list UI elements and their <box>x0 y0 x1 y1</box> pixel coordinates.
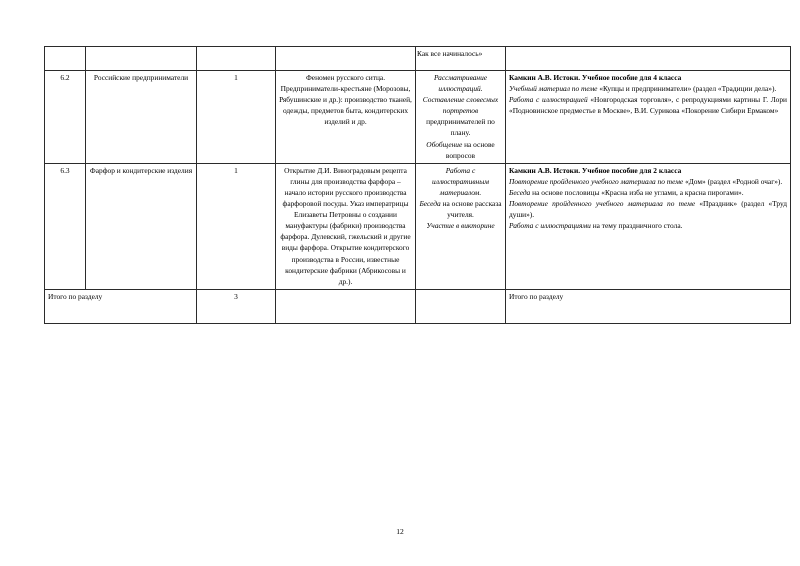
resource-italic: Беседа <box>509 187 531 197</box>
row-content-62: Феномен русского ситца. Предприниматели-крестьяне (Морозовы, Рябушинские и др.): производство тканей, одежды, предметов быта, кондитерских изделий и др. <box>279 73 412 127</box>
activity-italic: Рассматривание иллюстраций. <box>433 73 488 94</box>
resource-plain: «Новгородская торговля», с репродукциями картины Г. Лори «Подновинское предместье в Москве», В.И. Сурикова «Покорение Сибири Ермаком» <box>509 95 787 116</box>
table-row-continuation <box>45 47 791 71</box>
resource-plain: «Купцы и предприниматели» (раздел «Традиции дела»). <box>597 84 777 94</box>
cell-topic-62 <box>86 71 197 164</box>
activity-plain: на основе вопросов <box>445 139 495 160</box>
activity-italic: Беседа <box>419 199 441 209</box>
resource-italic: Работа с иллюстрацией <box>509 95 588 105</box>
resource-plain: на основе пословицы «Красна изба не углами, а красна пирогами». <box>530 187 744 197</box>
resource-plain: на тему праздничного стола. <box>590 221 683 231</box>
resource-line <box>509 220 787 231</box>
cell-continuation-activities <box>416 47 506 71</box>
total-resources-label: Итого по разделу <box>509 291 564 301</box>
cell-total-content <box>276 289 416 323</box>
activity-line <box>419 139 502 161</box>
activity-italic: Работа с иллюстративным материалом. <box>432 165 489 197</box>
table-row-total <box>45 289 791 323</box>
activity-plain: предпринимателей по плану. <box>426 117 495 138</box>
resource-italic: Учебный материал по теме <box>509 84 598 94</box>
activity-line <box>419 220 502 231</box>
row-hours-63: 1 <box>234 165 238 175</box>
cell-total-activities <box>416 289 506 323</box>
curriculum-table <box>44 46 791 324</box>
resource-bold: Камкин А.В. Истоки. Учебное пособие для 2 класса <box>509 165 682 175</box>
cell-hours-62 <box>197 71 276 164</box>
resource-line <box>509 187 787 198</box>
cell-topic-63 <box>86 163 197 289</box>
row-num-62: 6.2 <box>60 73 70 82</box>
table-row <box>45 71 791 164</box>
cell-continuation-num <box>45 47 86 71</box>
cell-continuation-hours <box>197 47 276 71</box>
resource-line <box>509 72 787 83</box>
resource-line <box>509 83 787 94</box>
total-label: Итого по разделу <box>48 291 103 301</box>
cell-total-label <box>45 289 197 323</box>
activity-plain: на основе рассказа учителя. <box>440 199 502 220</box>
activity-line <box>419 198 502 220</box>
row-topic-63: Фарфор и кондитерские изделия <box>89 165 193 175</box>
cell-total-hours <box>197 289 276 323</box>
resource-line <box>509 176 787 187</box>
resource-italic: Работа с иллюстрациями <box>509 221 591 231</box>
resource-plain: «Праздник» (раздел «Труд души»). <box>509 199 788 220</box>
row-num-63: 6.3 <box>60 165 70 175</box>
row-content-63: Открытие Д.И. Виноградовым рецепта глины для производства фарфора – начало истории русского производства фарфоровой посуды. Указ императрицы Елизаветы Петровны о создании мануфактуры (фабрики) производства фарфора. Дулевский, гжельский и другие виды фарфора. Открытие кондитерского производства в России, известные кондитерские фабрики (Абрикосовы и др.). <box>280 165 411 286</box>
activity-line <box>419 72 502 94</box>
resource-plain: «Дом» (раздел «Родной очаг»). <box>683 176 783 186</box>
activity-italic: Составление словесных портретов <box>422 95 499 116</box>
activity-italic: Обобщение <box>426 139 463 149</box>
activity-line <box>419 94 502 138</box>
cell-resources-63 <box>506 163 791 289</box>
cell-resources-62 <box>506 71 791 164</box>
activity-italic: Участие в викторине <box>426 221 495 231</box>
cell-continuation-content <box>276 47 416 71</box>
total-hours: 3 <box>234 291 238 301</box>
cell-num-62 <box>45 71 86 164</box>
cell-continuation-resources <box>506 47 791 71</box>
cell-num-63 <box>45 163 86 289</box>
row-hours-62: 1 <box>234 73 238 82</box>
cell-content-62 <box>276 71 416 164</box>
cell-activities-62 <box>416 71 506 164</box>
continuation-activities-text: Как все начиналось» <box>417 49 483 58</box>
resource-line <box>509 94 787 116</box>
resource-italic: Повторение пройденного учебного материала по теме <box>509 199 696 209</box>
cell-content-63 <box>276 163 416 289</box>
page-number: 12 <box>396 527 404 536</box>
resource-italic: Повторение пройденного учебного материала по теме <box>509 176 684 186</box>
cell-hours-63 <box>197 163 276 289</box>
resource-line <box>509 165 787 176</box>
cell-activities-63 <box>416 163 506 289</box>
resource-line <box>509 198 787 220</box>
table-row <box>45 163 791 289</box>
cell-total-resources <box>506 289 791 323</box>
resource-bold: Камкин А.В. Истоки. Учебное пособие для 4 класса <box>509 73 682 82</box>
cell-continuation-topic <box>86 47 197 71</box>
activity-line <box>419 165 502 198</box>
row-topic-62: Российские предприниматели <box>93 73 189 82</box>
